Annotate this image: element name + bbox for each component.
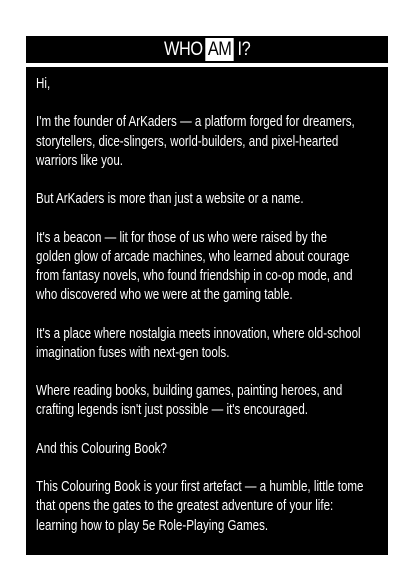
title-word-i: I?: [237, 38, 251, 60]
greeting: [36, 75, 364, 94]
greeting-line: Hi,: [36, 76, 51, 92]
letter-body: [36, 75, 364, 574]
text-line: I'm the founder of ArKaders — a platform forged for dreamers,: [36, 114, 355, 131]
text-line: imagination fuses with next-gen tools.: [36, 344, 230, 361]
text-line: This Colouring Book is your first artefact — a humble, little tome: [36, 479, 364, 496]
text-line: learning how to play 5e Role-Playing Games.: [36, 517, 269, 534]
paragraph-founder: [36, 113, 364, 171]
title-word-who: WHO: [163, 38, 203, 60]
text-line: who discovered who we were at the gaming table.: [36, 287, 293, 304]
text-line: that opens the gates to the greatest adventure of your life:: [36, 498, 334, 515]
page-title: [164, 36, 250, 63]
title-bar: [26, 36, 388, 63]
paragraph-nostalgia: [36, 325, 364, 363]
text-line: crafting legends isn't just possible — it's encouraged.: [36, 402, 309, 419]
text-line: It's a place where nostalgia meets innovation, where old-school: [36, 325, 361, 342]
text-line: golden glow of arcade machines, who learned about courage: [36, 248, 350, 265]
paragraph-crafting: [36, 382, 364, 420]
text-line: warriors like you.: [36, 152, 124, 169]
letter-panel: [26, 67, 388, 572]
text-line: But enough about me...: [36, 555, 157, 572]
text-line: It's a beacon — lit for those of us who were raised by the: [36, 229, 328, 246]
text-line: Where reading books, building games, painting heroes, and: [36, 383, 343, 400]
paragraph-beacon: [36, 229, 364, 306]
title-word-am: AM: [205, 38, 234, 61]
text-line: But ArKaders is more than just a website or a name.: [36, 191, 304, 208]
text-line: storytellers, dice-slingers, world-builders, and pixel-hearted: [36, 133, 339, 150]
paragraph-colouring-question: [36, 440, 364, 459]
text-line: from fantasy novels, who found friendship in co-op mode, and: [36, 267, 353, 284]
text-line: And this Colouring Book?: [36, 440, 167, 457]
paragraph-closing: [36, 555, 364, 574]
paragraph-artefact: [36, 478, 364, 536]
paragraph-more-than-website: [36, 190, 364, 209]
